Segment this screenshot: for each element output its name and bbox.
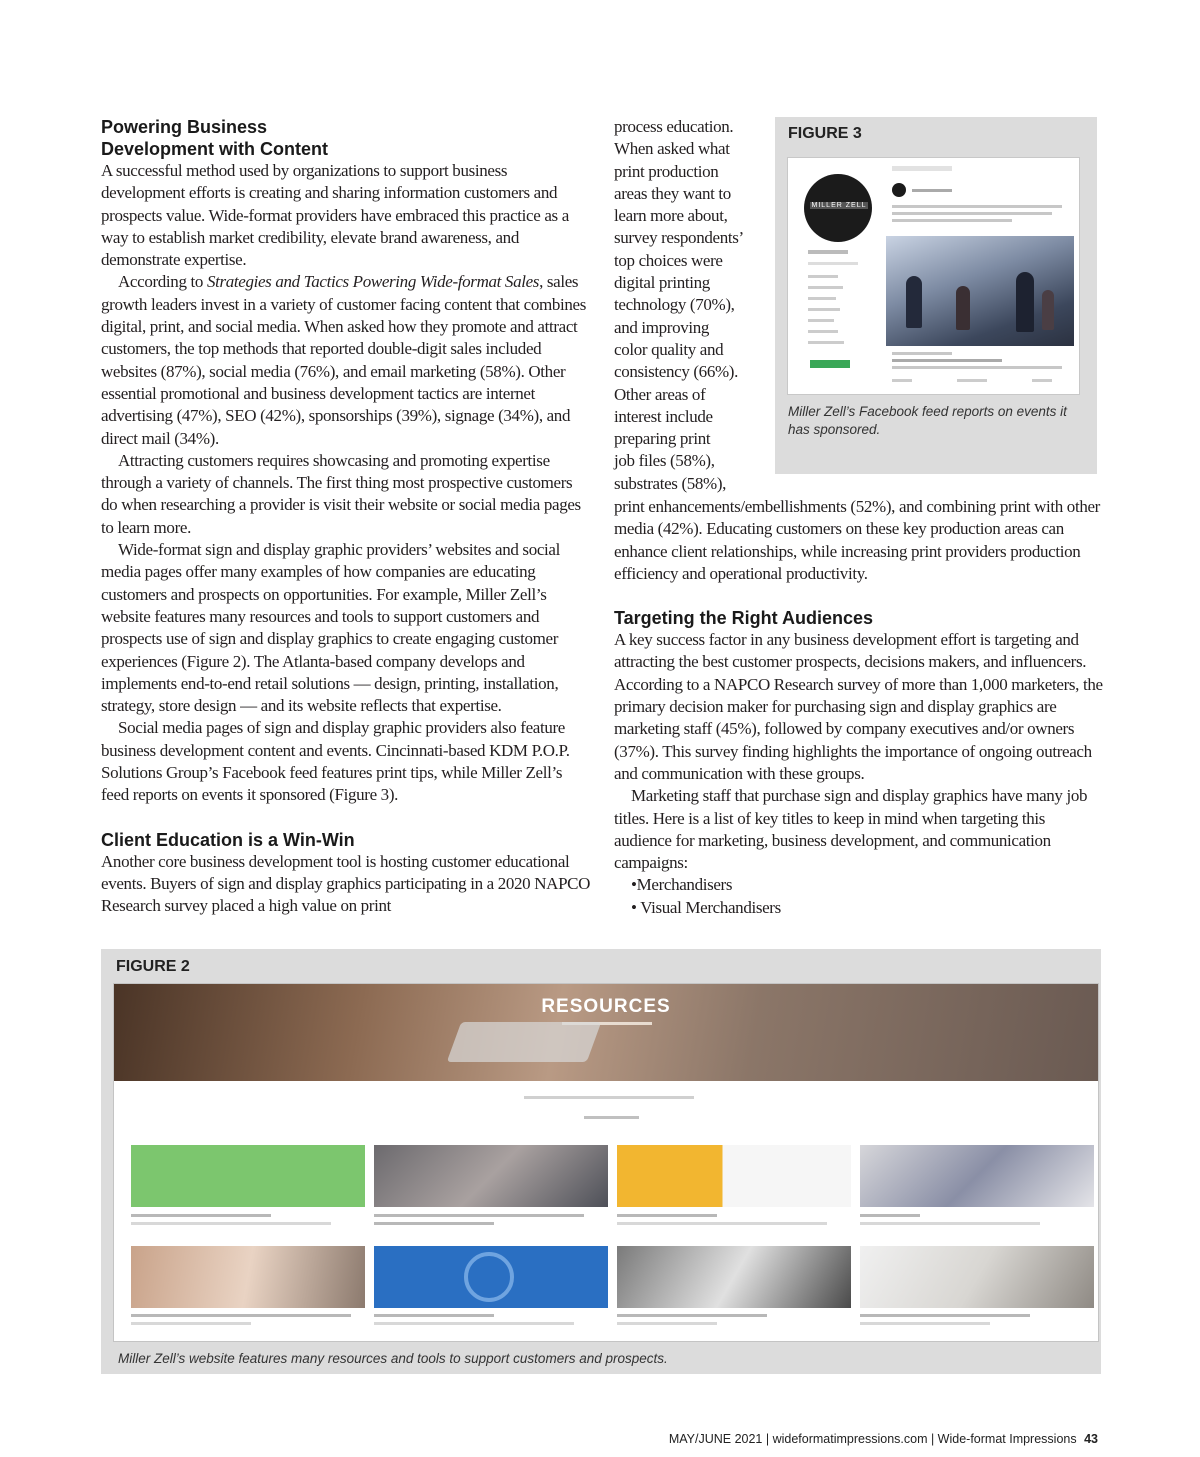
page-footer — [669, 1432, 1098, 1446]
paragraph-7: A key success factor in any business development effort is targeting and attracting the best customer prospects, decisions makers, and influencers. According to a NAPCO Research survey of more than 1,000 marketers, the primary decision maker for purchasing sign and display graphics are marketing staff (45%), followed by company executives and/or owners (37%). This survey finding highlights the importance of ongoing outreach and communication with these groups. — [614, 630, 1103, 783]
resource-tile — [374, 1246, 608, 1308]
narrow-text-line: areas they want to — [614, 183, 731, 203]
airport-photo — [886, 236, 1074, 346]
narrow-text-line: process education. — [614, 117, 734, 136]
narrow-text-line: job files (58%), — [614, 451, 715, 471]
footer-text: MAY/JUNE 2021 | wideformatimpressions.com | Wide-format Impressions — [668, 1432, 1077, 1446]
narrow-text-line: substrates (58%), — [614, 473, 727, 493]
resources-banner — [114, 984, 1098, 1081]
figure-2-caption: Miller Zell’s website features many resources and tools to support customers and prospects. — [118, 1351, 668, 1366]
paragraph-3: Attracting customers requires showcasing and promoting expertise through a variety of channels. The first thing most prospective customers do when researching a provider is visit their website or social media pages to learn more. — [101, 450, 581, 537]
narrow-text-line: top choices were — [614, 250, 723, 270]
logo-text: MILLER ZELL — [811, 202, 867, 209]
narrow-lines — [614, 116, 774, 495]
section-heading-client-education: Client Education is a Win-Win — [101, 829, 355, 850]
left-column — [101, 116, 591, 918]
figure-2 — [101, 949, 1101, 1374]
resource-tile — [617, 1145, 851, 1207]
intro-text-lines — [524, 1096, 694, 1099]
figure-3-caption: Miller Zell’s Facebook feed reports on events it has sponsored. — [788, 404, 1067, 437]
figure-3 — [775, 117, 1097, 474]
page-number: 43 — [1084, 1432, 1098, 1446]
list-item: • Visual Merchandisers — [631, 897, 781, 917]
paragraph-4: Wide-format sign and display graphic providers’ websites and social media pages offer many examples of how companies are educating customers and prospects on opportunities. For example, Miller Zell’s website features many resources and tools to support customers and prospects use of sign and display graphics to create engaging customer experiences (Figure 2). The Atlanta-based company develops and implements end-to-end retail solutions — design, printing, installation, strategy, store design — and its website reflects that expertise. — [101, 540, 560, 716]
narrow-text-line: Other areas of — [614, 384, 706, 404]
resource-tile — [131, 1246, 365, 1308]
facebook-screenshot — [787, 157, 1080, 395]
website-screenshot — [113, 983, 1099, 1342]
sidebar-lines — [808, 250, 868, 354]
narrow-text-line: color quality and — [614, 339, 724, 359]
paragraph-continued: print enhancements/embellishments (52%), and combining print with other media (42%). Educating customers on these key production areas can enhance client relationships, while increasing print providers production efficiency and operational productivity. — [614, 497, 1100, 583]
figure-2-label: FIGURE 2 — [116, 958, 190, 975]
post-footer-lines — [892, 352, 1072, 382]
narrow-text-line: and improving — [614, 317, 710, 337]
narrow-text-line: digital printing — [614, 273, 710, 293]
resource-tile — [374, 1145, 608, 1207]
section-heading-targeting: Targeting the Right Audiences — [614, 608, 874, 629]
narrow-text-line: When asked what — [614, 139, 730, 159]
narrow-text-line: survey respondents’ — [614, 228, 744, 248]
paragraph-2: According to Strategies and Tactics Powering Wide-format Sales, sales growth leaders invest in a variety of customer facing content that combines digital, print, and social media. When asked how they promote and attract customers, the top methods that reported double-digit sales included websites (87%), social media (76%), and email marketing (58%). Other essential promotional and business development tactics are internet advertising (47%), SEO (42%), sponsorships (39%), signage (34%), and direct mail (34%). — [101, 272, 587, 448]
banner-title: RESOURCES — [541, 996, 671, 1017]
right-column — [614, 496, 1104, 919]
narrow-text-line: preparing print — [614, 429, 711, 449]
resource-tile — [131, 1145, 365, 1207]
narrow-text-line: interest include — [614, 406, 713, 426]
figure-3-label: FIGURE 3 — [788, 125, 862, 142]
section-heading-powering: Powering Business Development with Content — [101, 117, 329, 159]
paragraph-1: A successful method used by organizations to support business development efforts is creating and sharing information customers and prospects value. Wide-format providers have embraced this practice as a way to establish market credibility, elevate brand awareness, and demonstrate expertise. — [101, 161, 569, 270]
create-page-button — [810, 360, 850, 368]
narrow-text-line: technology (70%), — [614, 295, 735, 315]
narrow-text-line: print production — [614, 161, 719, 181]
resource-tile — [617, 1246, 851, 1308]
resource-tile — [860, 1246, 1094, 1308]
narrow-text-line: learn more about, — [614, 206, 728, 226]
list-item: •Merchandisers — [631, 875, 733, 895]
post-header-lines — [892, 166, 1072, 222]
paragraph-8: Marketing staff that purchase sign and display graphics have many job titles. Here is a list of key titles to keep in mind when targeting this audience for marketing, business development, and communication campaigns: — [614, 786, 1088, 873]
job-title-list — [614, 874, 1104, 919]
narrow-text-line: consistency (66%). — [614, 362, 738, 382]
resource-tile — [860, 1145, 1094, 1207]
tablet-shape — [447, 1022, 602, 1062]
paragraph-6: Another core business development tool is hosting customer educational events. Buyers of sign and display graphics participating in a 2020 NAPCO Research survey placed a high value on print — [101, 851, 591, 916]
right-narrow-column — [614, 116, 774, 495]
paragraph-5: Social media pages of sign and display graphic providers also feature business development content and events. Cincinnati-based KDM P.O.P. Solutions Group’s Facebook feed features print tips, while Miller Zell’s feed reports on events it sponsored (Figure 3). — [101, 718, 570, 805]
